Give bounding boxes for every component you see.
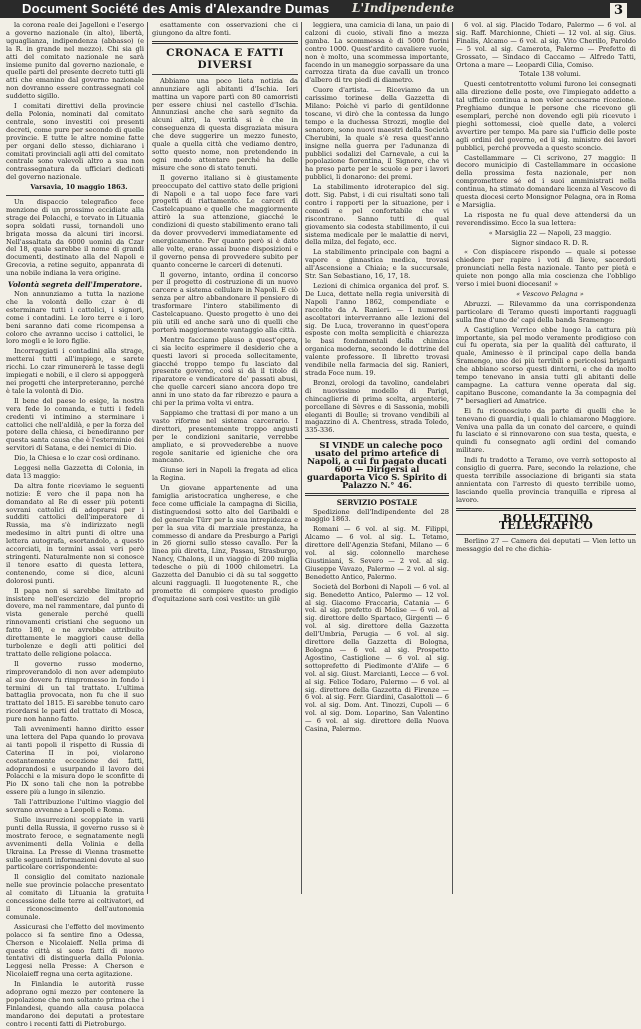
divider xyxy=(456,534,636,535)
paragraph: esattamente con osservazioni che ci giungono da altre fonti. xyxy=(152,21,298,37)
paragraph: Sappiamo che trattasi di por mano a un vasto riforme nel sistema carcerario. I direttori, presentemente troppo angusti per le condizioni sanitarie, verrebbe ampliato, e si provvederebbe a nuove regole sanitarie ed igieniche che ora mancano. xyxy=(152,408,298,465)
column-2 xyxy=(152,22,298,894)
column-3 xyxy=(305,22,449,894)
paragraph: La stabilimento principale con bagni a vapore e ginnastica medica, trovasi all'Ascensione a Chiaia; e la succursale, Str. San Sebastiano, 16, 17, 18. xyxy=(305,248,449,281)
newspaper-masthead: L'Indipendente xyxy=(352,1,455,15)
paragraph: Società del Borboni di Napoli — 6 vol. al sig. Benedetto Antico, Palermo — 12 vol. al sig. Giacomo Fraccaria, Catania — 6 vol. al sig. prefetto di Molise — 6 vol. al sig. direttore dello Spartaco, Girgenti — 6 vol. al sig. direttore della Gazzetta dell'Umbria, Perugia — 6 vol. al sig. direttore della Gazzetta di Bologna, Bologna — 6 vol. al sig. Prospetto Agostino, Castiglione — 6 vol. al sig. sottoprefetto di Piedimonte d'Alife — 6 vol. al sig. Giust. Marcianti, Lecce — 6 vol. al sig. Felice Todaro, Palermo — 6 vol. al sig. direttore della Gazzetta di Firenze — 6 vol. al sig. Ferr. Giardini, Casalottoli — 6 vol. al sig. Dom. Ant. Tinozzi, Cupoli — 6 vol. al sig. Dom. Loparino, San Valentino — 6 vol. al sig. direttore della Nuova Casina, Palermo. xyxy=(305,582,449,734)
dateline: Varsavia, 10 maggio 1863. xyxy=(30,183,128,192)
paragraph: Abbiamo una poco lieta notizia da annunziare agli abitanti d'Ischia. Ieri mattina un vapore partì con 80 camorristi per essere chiusi nel castello d'Ischia. Annunziasi anche che sarà segnito da alcuni altri, la verità si è che in conseguenza di questa disgraziata misura che deve suggerire un mezzo funesto, quale a quella città che vediamo dentro, sotto questo nome, non pretendendo in ogni modo attentare perché ha delle misure che sono di stato tenuti. xyxy=(152,76,298,172)
paragraph: Il governo italiano si è giustamente preoccupato del cattivo stato delle prigioni di Napoli e a tal uopo fece fare vari progetti di riattamento. Le carceri di Castelcapuano e quelle che maggiormente attirò la sua attenzione, giacché le condizioni di questo stabilimento erano tali da dover provvedervi immediatamente ed energicamente. Per quanto però si è dato alle volte, erano assai buone disposizioni e il governo pensa di provvedere subito per quanto concerne le carceri di detenuti. xyxy=(152,173,298,269)
column-1 xyxy=(6,21,144,1028)
column-rule xyxy=(301,22,302,894)
divider xyxy=(456,508,636,511)
paragraph: Ei fu riconosciuto da parte di quelli che le tenevano di guardia, i quali lo chiamarono Maggiore. Veniva una palla da un conato del carcere, e quindi fu lasciato e si rinnovarono con sua testa, questa, e quindi fu consegnato agli ordini del comando militare. xyxy=(456,406,636,455)
paragraph: Non annunziamo a tutta la nazione che la volontà dello czar è di esterminare tutti i cattolici, i signori, come i contadini. Le loro terre e i loro beni saranno dati come ricompensa a coloro che avranno ucciso i cattolici, le loro mogli e le loro figlie. xyxy=(6,290,144,346)
divider xyxy=(152,74,298,75)
section-title: CRONACA E FATTI DIVERSI xyxy=(166,46,284,71)
divider xyxy=(305,438,449,439)
header-bar xyxy=(0,0,641,18)
letter-signature: « Vescovo Pelagna » xyxy=(516,290,584,298)
sub-heading: Volontà segreta dell'Imperatore. xyxy=(7,280,143,290)
classified-ad: SI VINDE un caleche poco usato del primo artefice di Napoli, a cui fu pagato ducati 600 — Dirigersi al guardaporta Vico S. Spirito di Palazzo N.° 46. xyxy=(307,440,447,490)
letter-date: « Marsiglia 22 — Napoli, 23 maggio. xyxy=(488,228,612,237)
paragraph: Castellammare — Ci scrivono, 27 maggio: Il decoro municipio di Castellammare in occasione della prossima festa nazionale, per non compromettere sé ed i suoi amministrati nella continua, ha stimato domandare licenza al Vescovo di questa diocesi certo Monsignor Pelagna, ora in Roma e Marsiglia. xyxy=(456,153,636,209)
letter-greeting: Signor sindaco R. D. R. xyxy=(511,238,589,247)
paragraph: Il bene del paese lo esige, la nostra vera fede lo comanda, e tutti i fedeli credenti vi intimino a sterminare i cattolici che nell'aldilà, e per la forza del potere della chiesa, ci benediranno per questa santa causa che è l'esterminio dei servitori di Satana, e dei nemici di Dio. xyxy=(6,396,144,453)
divider xyxy=(152,41,298,44)
divider xyxy=(305,493,449,496)
paragraph: Da altra fonte riceviamo le seguenti notizie: È vero che il papa non ha domandato al Re di esser più potenti sovrani cattolici di adoprarsi per i sudditi cattolici dell'imperatore di Russia, ma s'è indirizzato negli medesimo in altri punti di oltre una lettera autografa, esortandolo, a questo accorciati, in termini assai veri però stringenti. Naturalmente non si conosce il tenore esatto di questa lettera, contenendo, come si dice, alcuni dolorosi punti. xyxy=(6,481,144,585)
section-title: SERVIZIO POSTALE xyxy=(336,497,418,507)
paragraph: A Castiglion Verrico ebbe luogo la cattura più importante, sia pel modo veramente prodigioso con cui fu operata, sia per la qualità del catturato, il quale, Aminesso è il principal capo della banda Sramengo, uno dei più terribili e pericolosi briganti che abbiano scorso questi dintorni, e che da molto tempo tenevano in ansia tutti gli abitanti delle campagne. La cattura venne operata dal sig. capitano Buscone, comandante la 3a compagnia del 7° bersaglieri ad Amatrice. xyxy=(456,325,636,405)
paragraph: Tali l'attribuzione l'ultimo viaggio del sovrano avvenne a Leopoli e Roma. xyxy=(6,798,144,815)
paragraph: « Con dispiacere rispondo — quale si potesse chiedere per rapire i voti di lieve, sacerdoti pronunciati nella festa nazionale. Tanto per pietà e quiete non pongo alla mia coscienza che l'obbligo verso i miei buoni diocesani! » xyxy=(456,248,636,289)
divider xyxy=(6,195,144,196)
paragraph: Spedizione dell'Indipendente del 28 maggio 1863. xyxy=(305,507,449,524)
paragraph: Leggesi nella Gazzetta di Colonia, in data 13 maggio: xyxy=(6,464,144,480)
section-title: BOLLETTINO TELEGRAFICO xyxy=(498,511,594,533)
total-line: Totale 138 volumi. xyxy=(519,70,581,79)
paragraph: I comitati direttivi della provincie della Polonia, nominati dal comitato centrale, sono investiti coi presenti decreti, come pure per secondo di quelle provincie. E tutte le altre nomine fatte per organi dello stesso, dichiarano i comitati provinciali agli atti del comitato centrale sono valevoli altro a sua non contrassegnatura da ufficiari dedicati del governo nazionale. xyxy=(6,102,144,182)
paragraph: Giunse ieri in Napoli la fregata ad elica la Regina. xyxy=(152,466,298,483)
paragraph: Il governo, intanto, ordina il concorso per il progetto di costruzione di un nuovo carcere a sistema cellulare in Napoli. E ciò senza per altro abbandonare il pensiero di trasformare l'intero stabilimento di Castelcapuano. Questo progetto è uno dei più utili ed anche sarà uno di quelli che porterà maggiormente vantaggio alla città. xyxy=(152,270,298,334)
paragraph: leggiera, una camicia di lana, un paio di calzoni di cuoio, stivali fino a mezza gamba. La scommessa è di 5000 fiorini contro 1000. Quest'ardito cavaliere vuole, non è molto, una scommessa importante, facendo in un maneggio sorpassare da una carrozza tirata da due cavalli un tronco d'albero di tre piedi di diametro. xyxy=(305,21,449,85)
paragraph: Il papa non si sarebbe limitato ad insistere nell'esercizio del proprio dovere, ma nel rammentare, dal punto di vista generale perché quelli rinnovamenti cristiani che seguono un fatto 180, e ne avrebbe attribuito direttamente le maggiori cause della turbolenze e degli atti politici del trattato delle religione polacca. xyxy=(6,586,144,658)
paragraph: la corona reale dei Jagelloni e l'esergo a governo nazionale (in alto), libertà, uguaglianza, indipendenza (abbasso) (e la R. in grande nel mezzo). Chi sia gli atti del comitato nazionale ne sarà insieme punito dal governo nazionale, e quelle parti del presente decreto tutti gli atti che emanino dal governo nazionale non dovranno essere contrassegnati col suddetto sigillo. xyxy=(6,21,144,101)
paragraph: La stabilimento idroterapico del sig. dott. Sig. Pabst, i di cui risultati sono tali contro i rapporti per la situazione, per i comodi e pel confortabile che vi riscontrano. Sanno tutti di qual giovamento sia codesta stabilimento, il cui sistema medicale per le malattie di nervi, della milza, del fegato, ecc. xyxy=(305,183,449,247)
page-number: 3 xyxy=(610,3,627,18)
paragraph: Indi fu tradotto a Teramo, ove verrà sottoposto al consiglio di guerra. Pare, secondo la relazione, che questa terribile associazione di briganti sia stata annientata con l'arresto di questo terribile uomo, lasciando quella provincia tranquilla e ripresa al lavoro. xyxy=(456,456,636,504)
paragraph: Il governo russo moderno, rimproverandolo di non aver adempiuto al suo dovere fu rimpromesso in fondo i termini di un tal trattato. L'ultima battaglia provocata, non fu che il suo trattato del 1815. Ei sarebbe tenuto caro ricordarsi le parti del trattato di Mosca, pure non hanno fatto. xyxy=(6,659,144,724)
paragraph: Tali avvenimenti hanno diritto esser una lettera del Papa quando lo provava ai tanti popoli il rispetto di Russia di Caterina II in poi, violarono costantemente eccezione dei fatti, adoprandosi e usurpando il lavoro dei Polacchi e la misura dopo le sconfitte di Pio IX sono tali che non la potrebbe essere più a lungo in silenzio. xyxy=(6,725,144,797)
paragraph: Abruzzi. — Rilevammo da una corrispondenza particolare di Teramo questi importanti ragguagli sulla fine d'uno de' capi della banda Sramengo: xyxy=(456,299,636,324)
archive-watermark: Document Société des Amis d'Alexandre Dumas xyxy=(22,1,330,16)
paragraph: Un dispaccio telegrafico fece menzione di un prossimo eccidiate alla strage dei Polacchi, e torvato in Lituania sopra soldati russi, tornandoli uno brigata mossa da alcuni tiri incorsi. Nell'assaltata da 6000 uomini da Czar del 18, quale sarebbe il nome di grandi documenti, destinato alla del Napoli e Grecovia, a retine seguito, appanrata di una nobile indiana la vera origine. xyxy=(6,198,144,278)
paragraph: Cuore d'artista. — Riceviamo da un carissimo torinese della Gazzetta di Milano: Poichè vi parlo di gentildonne toscane, vi dirò che la contessa da lungo tempo e la duchessa Strozzi, moglie del senatore, sono nuovi maestri della Società Cherubini, la quale s'è resa quest'anno insigne nella guerra per l'adunanza di pubblici sodalizi del Carnevale, a cui la popolazione fiorentina, il Signore, che vi ha preso parte per le scuole e per i lavori pubblici, li donarono: dei premi. xyxy=(305,86,449,182)
column-rule xyxy=(452,22,453,894)
paragraph: Romani — 6 vol. al sig. M. Filippi, Alcamo — 6 vol. al sig. L. Tetamo, direttore dell'Agenzia Stefani, Milano — 6 vol. al sig. colonnello marchese Giustiniani, S. Severo — 2 vol. al sig. Giuseppe Vavazo, Palermo — 2 vol. al sig. Benedetto Antico, Palermo. xyxy=(305,525,449,581)
paragraph: Il consiglio del comitato nazionale nelle sue provincie polacche presentato al comitato di Lituania la gratuita concessione delle terre ai coltivatori, ed il riconoscimento dell'autonomia comunale. xyxy=(6,873,144,921)
paragraph: Berlino 27 — Camera dei deputati — Vien letto un messaggio del re che dichia- xyxy=(456,537,636,554)
paragraph: Questi centotrentotto volumi furono lei consegnati alla direzione delle poste, ove l'impiegato addetto a tal ufficio continua a non voler accusarne ricezione. Preghiamo dunque le persone che ricevono gli esemplari, perché non dovendo egli più ricevuto i pieghi sottomessi, cioè quelle date, a volerci avvertire per tempo. Ma pare sia l'ufficio delle poste agli ordini del governo, ed il sig. ministro dei lavori pubblici, perché provveda a questo sconcio. xyxy=(456,80,636,152)
paragraph: La risposta ne fu qual deve attendersi da un reverendissimo. Ecco la sua lettera: xyxy=(456,210,636,227)
paragraph: Incorraggiati i contadini alla strage, metterai tutti all'impiego, e sarete ricchi. Lo czar rimunererà le tasse degli impiegati e nobili, e il clero si appoggerà nei progetti che interpreteranno, perché è tale la volontà di Dio. xyxy=(6,347,144,395)
paragraph: 6 vol. al sig. Placido Todaro, Palermo — 6 vol. al sig. Raff. Marchionne, Chieti — 12 vol. al sig. Gius. Finalis, Alcamo — 6 vol. al sig. Vito Cherillo, Paroldo — 5 vol. al sig. Camerota, Palermo — Prefetto di Grossato, — Sindaco di Caccamo — Alfredo Tatti, Ortona a mare — Leopardi Cilia, Comiso. xyxy=(456,21,636,69)
paragraph: In Finlandia le autorità russe adoprano ogni mezzo per contenere la popolazione che non soltanto prima che i Finlandesi, quando alla causa polacca mandarono dei deputati a protestare contro i recenti fatti di Pietroburgo. xyxy=(6,980,144,1028)
paragraph: Assicurasi che l'effetto del movimento polacco si fa sentire fino a Odessa, Cherson e Nicolaieff. Nella prima di queste città si sono fatti di nuovo tentativi di distinguerla dalla Polonia. Leggesi nella Presse: A Cherson e Nicolaieff regna una certa agitazione. xyxy=(6,922,144,979)
paragraph: Bronzi, orologi da tavolino, candelabri di nuovissimo modello di Parigi, chincaglierie di prima scelta, argenterie, porcellane di Sèvres e di Sassonia, mobili eleganti di Boulle; si trovano vendibili al magazzino di A. Chentress, strada Toledo, 335-336. xyxy=(305,378,449,435)
paragraph: Un giovane appartenente ad una famiglia aristocratica ungherese, e che fece come ufficiale la campagna di Sicilia, distinguendosi sotto alto del Garibaldi e del generale Türr per la sua intrepidezza e per la sua vita di marziale prestanza, ha commesso di andare da Presburgo a Parigi in 26 giorni sullo stesso cavallo. Per la linea più diretta, Linz, Passau, Strasburgo, Nancy, Chalons, il un viaggio di 200 miglia tedesche o più di 1000 chilometri. La Gazzetta del Danubio ci dà su tal soggetto alcuni ragguagli. Il luogotenente R., che promette di compiere questo prodigio d'equitazione sarà così vestito: un gilè xyxy=(152,484,298,603)
paragraph: Mentre facciamo plauso a quest'opera, ci sia lecito esprimere il desiderio che a questi lavori si proceda sollecitamente, giacché troppo tempo fu lasciato dal presente governo, così si dà il titolo di riparatore e vendicatore de' passati abusi, che quelle carceri siano ancora dopo tre anni in uno stato da far ribrezzo e paura a chi per la prima volta vi entra. xyxy=(152,335,298,408)
paragraph: Lezioni di chimica organica del prof. S. De Luca, dettate nella regia università di Napoli l'anno 1862, compendiate e raccolte da A. Ranieri. — I numerosi ascoltatori interverranno alle lezioni del sig. De Luca, troveranno in quest'opera esposte con molta semplicità e chiarezza le basi fondamentali della chimica organica moderna, secondo le dottrine del valente professore. Il libretto trovasi vendibile nella farmacia del sig. Ranieri, strada Foce num. 19. xyxy=(305,282,449,377)
paragraph: Sulle insurrezioni scoppiate in varii punti della Russia, il governo russo si è mostrato feroce, e segnatamente negli avvenimenti della Volinia e della Ukraina. La Presse di Vienna trasmette sulle seguenti informazioni dovute al suo particolare corrispondente: xyxy=(6,816,144,872)
paragraph: Dio, la Chiesa e lo czar così ordinano. xyxy=(14,454,141,463)
column-4 xyxy=(456,22,636,894)
column-rule xyxy=(147,22,148,894)
